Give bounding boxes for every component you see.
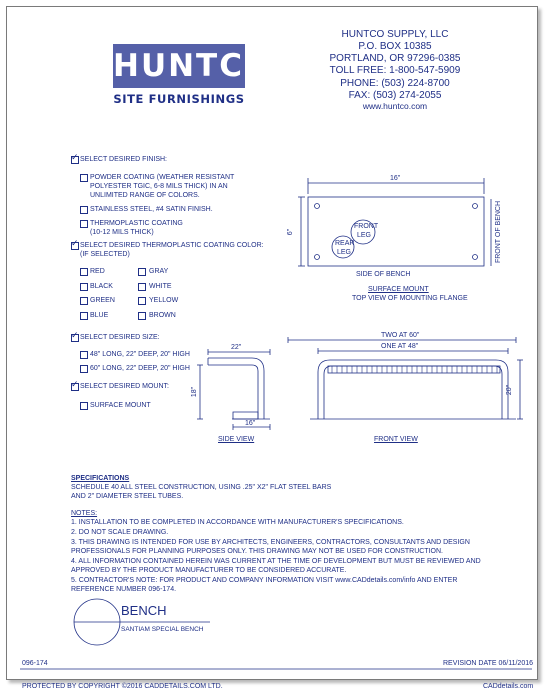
color-black: BLACK (90, 283, 113, 290)
logo: HUNTCO (113, 48, 273, 84)
finish-powder-line2: POLYESTER TGIC, 6-8 MILS THICK) IN AN (90, 183, 228, 190)
check-icon: ✓ (71, 238, 79, 248)
note-line: PROFESSIONALS FOR PLANNING PURPOSES ONLY. THIS DRAWING MAY NOT BE USED FOR CONSTRUCTION. (71, 548, 443, 555)
color-yellow: YELLOW (149, 297, 179, 304)
side-depth-label: 22" (231, 344, 242, 351)
bolt-hole (315, 204, 320, 209)
seat-slats (328, 366, 500, 373)
caddetails-link[interactable]: CADdetails.com (483, 683, 534, 690)
front-of-bench-label: FRONT OF BENCH (495, 200, 503, 264)
color-white: WHITE (149, 283, 172, 290)
check-icon: ✓ (71, 152, 79, 162)
finish-stainless: STAINLESS STEEL, #4 SATIN FINISH. (90, 206, 213, 213)
bolt-hole (473, 204, 478, 209)
side-base-label: 16" (245, 420, 256, 427)
drawing-subtitle: SANTIAM SPECIAL BENCH (121, 626, 204, 633)
color-title: SELECT DESIRED THERMOPLASTIC COATING COLOR: (80, 242, 264, 249)
check-icon: ✓ (71, 330, 79, 340)
color-gray: GRAY (149, 268, 169, 275)
note-line: REFERENCE NUMBER 096-174. (71, 586, 177, 593)
color-title-2: (IF SELECTED) (80, 251, 130, 258)
note-line: 5. CONTRACTOR'S NOTE: FOR PRODUCT AND COMPANY INFORMATION VISIT www.CADdetails.com/info AND ENTER (71, 577, 458, 584)
phone: PHONE: (503) 224-8700 (340, 78, 450, 89)
two-at-label: TWO AT 60" (381, 332, 420, 339)
note-line: APPROVED BY THE PRODUCT MANUFACTURER TO BE CONSIDERED ACCURATE. (71, 567, 347, 574)
note-line: 4. ALL INFORMATION CONTAINED HEREIN WAS CURRENT AT THE TIME OF DEVELOPMENT BUT MUST BE REVIEWED AND (71, 558, 481, 565)
surface-mount-option: SURFACE MOUNT (90, 402, 151, 409)
rear-leg-label-1: REAR (335, 240, 355, 247)
size-title: SELECT DESIRED SIZE: (80, 334, 160, 341)
side-tube-outer (208, 365, 258, 419)
notes-title: NOTES: (71, 510, 98, 517)
note-line: 3. THIS DRAWING IS INTENDED FOR USE BY ARCHITECTS, ENGINEERS, CONTRACTORS, CONSULTANTS AND DESIGN (71, 539, 470, 546)
one-at-label: ONE AT 48" (381, 343, 419, 350)
side-base (233, 412, 258, 419)
mount-title: SELECT DESIRED MOUNT: (80, 383, 169, 390)
bolt-hole (473, 255, 478, 260)
side-view-caption: SIDE VIEW (218, 436, 255, 443)
top-depth-label: 6" (287, 228, 295, 236)
front-frame-outer (318, 360, 508, 419)
side-of-bench-label: SIDE OF BENCH (356, 271, 411, 278)
city: PORTLAND, OR 97296-0385 (329, 53, 461, 64)
top-view-caption: TOP VIEW OF MOUNTING FLANGE (352, 295, 468, 302)
top-width-label: 16" (390, 175, 401, 182)
website[interactable]: www.huntco.com (362, 101, 428, 111)
copyright: PROTECTED BY COPYRIGHT ©2016 CADDETAILS.COM LTD. (22, 683, 223, 690)
toll-free: TOLL FREE: 1-800-547-5909 (329, 65, 461, 76)
front-leg-label-1: FRONT (354, 223, 379, 230)
color-green: GREEN (90, 297, 115, 304)
company-name: HUNTCO SUPPLY, LLC (341, 29, 449, 40)
finish-powder-line3: UNLIMITED RANGE OF COLORS. (90, 192, 200, 199)
size-48: 48" LONG, 22" DEEP, 20" HIGH (90, 351, 190, 358)
front-leg-label-2: LEG (357, 232, 372, 239)
side-height-label: 18" (191, 386, 199, 398)
color-brown: BROWN (149, 312, 176, 319)
fax: FAX: (503) 274-2055 (348, 90, 442, 101)
surface-mount-caption: SURFACE MOUNT (368, 286, 429, 293)
front-view-caption: FRONT VIEW (374, 436, 418, 443)
color-red: RED (90, 268, 105, 275)
size-60: 60" LONG, 22" DEEP, 20" HIGH (90, 365, 190, 372)
logo-subtitle: SITE FURNISHINGS (113, 92, 245, 106)
reference-number: 096-174 (22, 660, 48, 667)
front-height-label: 20" (506, 384, 514, 396)
front-frame-inner (324, 366, 502, 419)
spec-line: AND 2" DIAMETER STEEL TUBES. (71, 493, 184, 500)
spec-line: SCHEDULE 40 ALL STEEL CONSTRUCTION, USING .25" X2" FLAT STEEL BARS (71, 484, 332, 491)
po-box: P.O. BOX 10385 (358, 41, 432, 52)
mounting-flange (308, 197, 484, 266)
revision-date: REVISION DATE 06/11/2016 (443, 660, 534, 667)
color-blue: BLUE (90, 312, 109, 319)
side-tube-inner (208, 358, 264, 419)
note-line: 1. INSTALLATION TO BE COMPLETED IN ACCORDANCE WITH MANUFACTURER'S SPECIFICATIONS. (71, 519, 404, 526)
drawing-title: BENCH (121, 603, 167, 618)
finish-powder-line1: POWDER COATING (WEATHER RESISTANT (90, 174, 235, 181)
finish-title: SELECT DESIRED FINISH: (80, 156, 168, 163)
check-icon: ✓ (71, 379, 79, 389)
note-line: 2. DO NOT SCALE DRAWING. (71, 529, 169, 536)
bolt-hole (315, 255, 320, 260)
rear-leg-label-2: LEG (337, 249, 352, 256)
finish-thermo-line1: THERMOPLASTIC COATING (90, 220, 183, 227)
finish-thermo-line2: (10-12 MILS THICK) (90, 229, 154, 236)
specifications-title: SPECIFICATIONS (71, 475, 130, 482)
